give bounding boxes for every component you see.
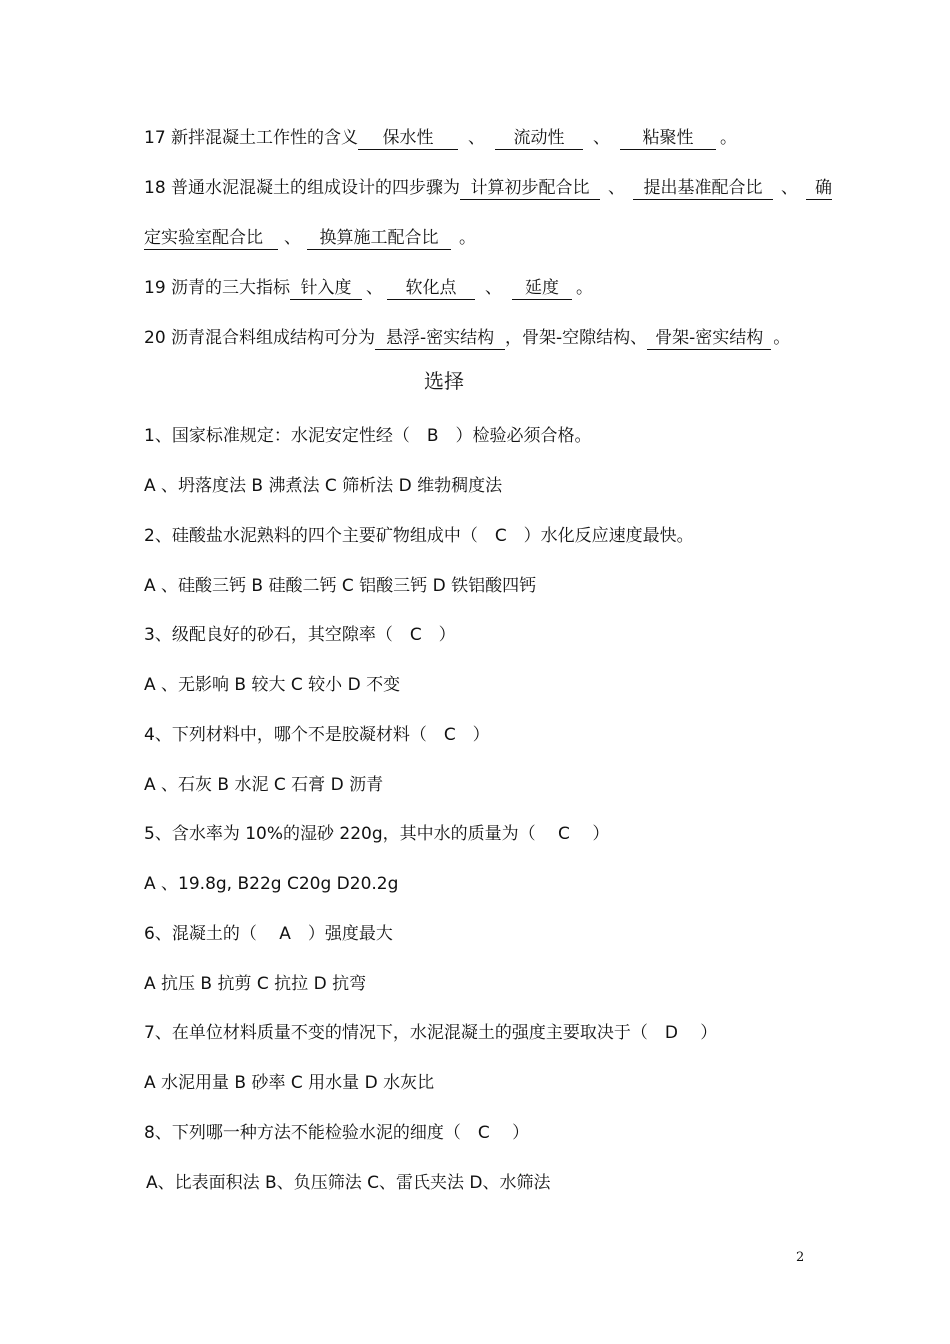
choice-question-8: 8、下列哪一种方法不能检验水泥的细度（ C ） xyxy=(144,1123,530,1143)
answer-blank-1: 计算初步配合比 xyxy=(460,177,600,200)
answer-blank-3: 延度 xyxy=(512,277,572,300)
question-19-text: 19 沥青的三大指标 xyxy=(144,278,291,298)
separator: 、 xyxy=(284,228,301,248)
question-17 xyxy=(144,126,737,150)
question-20-text: 20 沥青混合料组成结构可分为 xyxy=(144,328,376,348)
choice-question-6: 6、混凝土的（ A ）强度最大 xyxy=(144,924,393,944)
choice-options-1: A 、坍落度法 B 沸煮法 C 筛析法 D 维勃稠度法 xyxy=(144,476,503,496)
choice-options-5: A 、19.8g, B22g C20g D20.2g xyxy=(144,874,399,894)
question-18 xyxy=(144,176,832,200)
question-18-continued xyxy=(144,226,476,250)
answer-blank-1: 针入度 xyxy=(290,277,362,300)
choice-options-6: A 抗压 B 抗剪 C 抗拉 D 抗弯 xyxy=(144,974,367,994)
period: 。 xyxy=(459,228,476,248)
period: 。 xyxy=(773,328,791,348)
question-17-text: 17 新拌混凝土工作性的含义 xyxy=(144,128,359,148)
separator: 、 xyxy=(485,278,503,298)
answer-blank-3-end: 定实验室配合比 xyxy=(144,227,278,250)
separator: 、 xyxy=(593,128,611,148)
answer-blank-3: 粘聚性 xyxy=(620,127,716,150)
separator: 、 xyxy=(468,128,486,148)
answer-blank-4: 换算施工配合比 xyxy=(307,227,451,250)
question-18-text: 18 普通水泥混凝土的组成设计的四步骤为 xyxy=(144,178,461,198)
answer-blank-2: 骨架-密实结构 xyxy=(647,327,771,350)
period: 。 xyxy=(576,278,594,298)
separator: 、 xyxy=(781,178,799,198)
choice-question-5: 5、含水率为 10%的湿砂 220g，其中水的质量为（ C ） xyxy=(144,824,610,844)
section-title: 选择 xyxy=(424,369,464,393)
choice-question-2: 2、硅酸盐水泥熟料的四个主要矿物组成中（ C ）水化反应速度最快。 xyxy=(144,526,694,546)
choice-options-2: A 、硅酸三钙 B 硅酸二钙 C 铝酸三钙 D 铁铝酸四钙 xyxy=(144,576,537,596)
choice-options-7: A 水泥用量 B 砂率 C 用水量 D 水灰比 xyxy=(144,1073,435,1093)
answer-blank-2: 软化点 xyxy=(387,277,475,300)
answer-blank-2: 流动性 xyxy=(495,127,583,150)
answer-blank-1: 悬浮-密实结构 xyxy=(375,327,505,350)
choice-options-4: A 、石灰 B 水泥 C 石膏 D 沥青 xyxy=(144,775,384,795)
choice-question-1: 1、国家标准规定：水泥安定性经（ B ）检验必须合格。 xyxy=(144,426,592,446)
choice-options-3: A 、无影响 B 较大 C 较小 D 不变 xyxy=(144,675,401,695)
choice-options-8: A、比表面积法 B、负压筛法 C、雷氏夹法 D、水筛法 xyxy=(146,1173,551,1193)
answer-blank-2: 提出基准配合比 xyxy=(633,177,773,200)
choice-question-3: 3、级配良好的砂石，其空隙率（ C ） xyxy=(144,625,456,645)
question-19 xyxy=(144,276,593,300)
choice-question-4: 4、下列材料中，哪个不是胶凝材料（ C ） xyxy=(144,725,490,745)
separator: 、 xyxy=(366,278,384,298)
page-number: 2 xyxy=(796,1250,805,1265)
separator: 、 xyxy=(608,178,626,198)
question-20 xyxy=(144,326,790,350)
question-20-middle: ，骨架-空隙结构、 xyxy=(505,328,648,348)
choice-question-7: 7、在单位材料质量不变的情况下，水泥混凝土的强度主要取决于（ D ） xyxy=(144,1023,718,1043)
answer-blank-1: 保水性 xyxy=(358,127,458,150)
answer-blank-3-start: 确 xyxy=(806,177,832,200)
period: 。 xyxy=(720,128,738,148)
